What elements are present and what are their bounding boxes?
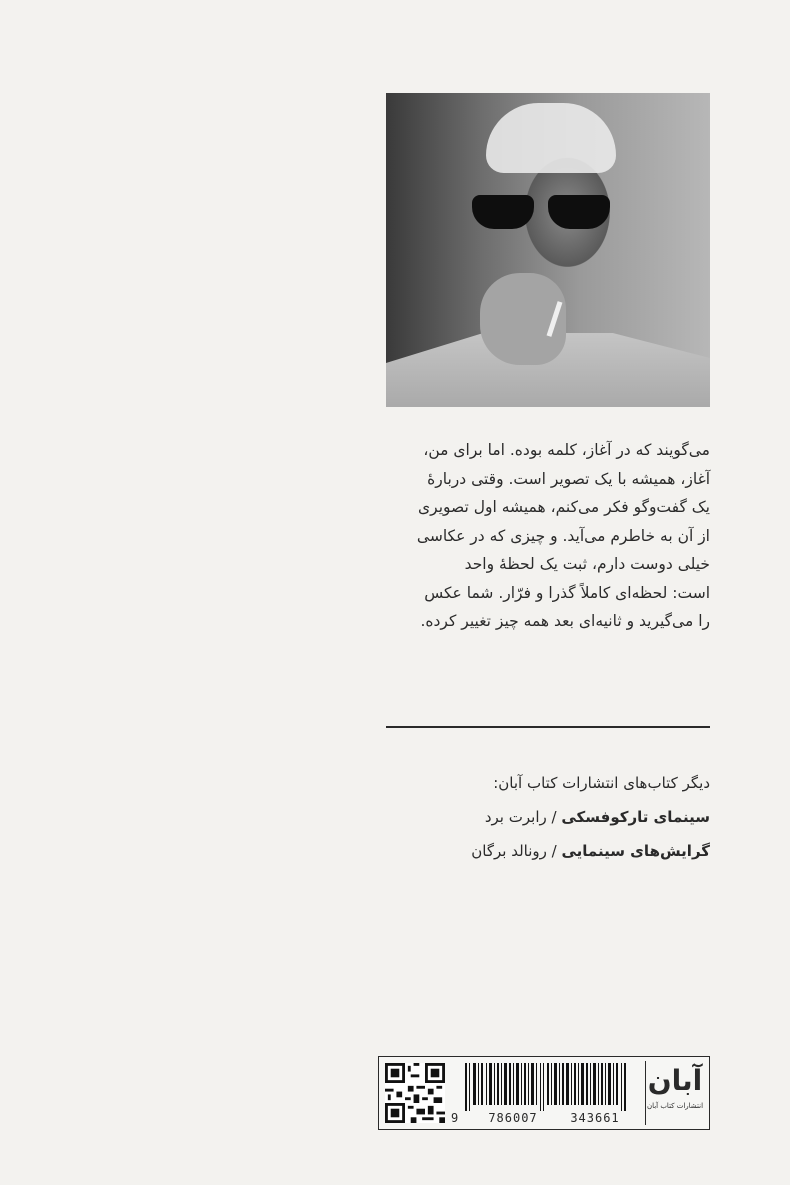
quote-line: است: لحظه‌ای کاملاً گذرا و فرّار. شما عکس [424,583,710,602]
book-separator: / [546,808,562,826]
photo-lens-left [472,195,534,229]
isbn-group-2: 343661 [570,1111,620,1125]
back-cover-quote [376,436,710,636]
isbn-group-1: 786007 [488,1111,538,1125]
isbn-number [451,1111,637,1125]
other-books-heading: دیگر کتاب‌های انتشارات کتاب آبان: [493,774,710,792]
quote-line: از آن به خاطرم می‌آید. و چیزی که در عکاسی [416,526,710,545]
barcode-panel [378,1056,710,1130]
book-title: گرایش‌های سینمایی [561,842,710,860]
quote-line: خیلی دوست دارم، ثبت یک لحظهٔ واحد [464,555,710,573]
quote-line: می‌گویند که در آغاز، کلمه بوده. اما برای من، [423,441,710,459]
book-entry [386,800,710,834]
publisher-name: انتشارات کتاب آبان [646,1102,704,1110]
quote-line: را می‌گیرید و ثانیه‌ای بعد همه چیز تغییر کرده. [420,612,710,630]
book-author: رابرت برد [484,808,547,826]
book-title: سینمای تارکوفسکی [561,808,710,826]
quote-line: آغاز، همیشه با یک تصویر است. وقتی دربارهٔ [427,469,710,488]
photo-sunglasses [472,195,612,231]
divider [386,726,710,728]
isbn-prefix: 9 [451,1111,460,1125]
qr-code-icon [385,1063,445,1123]
other-books-list [386,766,710,868]
book-separator: / [546,842,562,860]
quote-line: یک گفت‌وگو فکر می‌کنم، همیشه اول تصویری [418,498,710,516]
barcode-bars [451,1063,637,1111]
publisher-logo-mark: آبان [647,1064,703,1097]
author-photo [386,93,710,407]
publisher-logo [645,1061,704,1125]
photo-lens-right [548,195,610,229]
book-entry [386,834,710,868]
book-author: رونالد برگان [471,842,547,860]
photo-hair [486,103,616,173]
